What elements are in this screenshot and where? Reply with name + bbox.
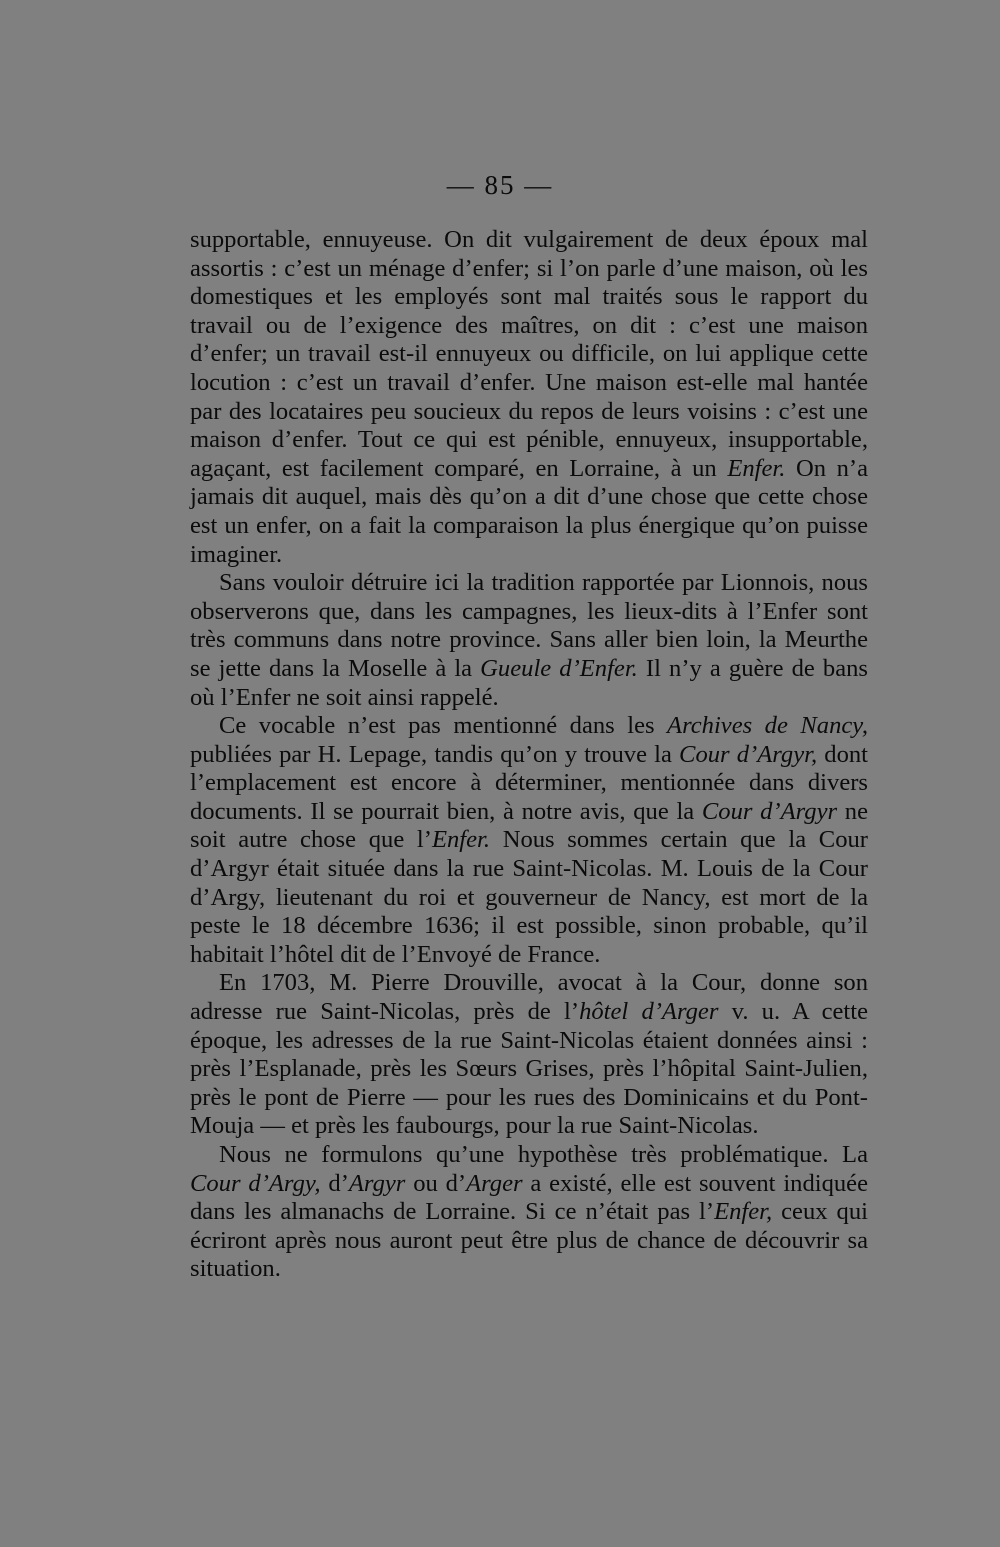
text-run: ne soit autre chose que l’	[190, 797, 868, 854]
text-run: Nous ne formulons qu’une hypothèse très problématique. La	[219, 1141, 868, 1168]
paragraph	[190, 569, 868, 712]
text-run: Sans vouloir détruire ici la tradition rapportée par Lionnois, nous observerons que, dans les campagnes, les lieux-dits à l’Enfer sont très communs dans notre province. Sans aller bien loin, la Meurthe se jette dans la Moselle à la	[190, 569, 868, 682]
text-run: Nous sommes certain que la Cour d’Argyr était située dans la rue Saint-Nicolas. M. Louis de la Cour d’Argy, lieutenant du roi et gouverneur de Nancy, est mort de la peste le 18 décembre 1636; il est possible, sinon probable, qu’il habitait l’hôtel dit de l’Envoyé de France.	[190, 826, 868, 968]
italic-run: hôtel d’Arger	[579, 998, 719, 1026]
text-run: ceux qui écriront après nous auront peut être plus de chance de découvrir sa situation.	[190, 1198, 868, 1283]
italic-run: Enfer,	[714, 1198, 773, 1226]
paragraph	[190, 969, 868, 1141]
page-number: — 85 —	[446, 170, 554, 200]
italic-run: Gueule d’Enfer.	[480, 654, 638, 682]
paragraph	[190, 1141, 868, 1284]
italic-run: Arger	[466, 1169, 523, 1197]
text-run: v. u. A cette époque, les adresses de la rue Saint-Nicolas étaient données ainsi : près l’Esplanade, près les Sœurs Grises, près l’hôpital Saint-Julien, près le pont de Pierre — pour les rues des Dominicains et du Pont-Mouja — et près les faubourgs, pour la rue Saint-Nicolas.	[190, 998, 868, 1140]
text-run: dont l’emplacement est encore à déterminer, mentionnée dans divers documents. Il se pourrait bien, à notre avis, que la	[190, 740, 869, 825]
paragraph	[190, 712, 868, 969]
italic-run: Cour d’Argyr,	[679, 740, 818, 768]
text-run: supportable, ennuyeuse. On dit vulgairement de deux époux mal assortis : c’est un ménage d’enfer; si l’on parle d’une maison, où les domestiques et les employés sont mal traités sous le rapport du travail ou de l’exigence des maîtres, on dit : c’est une maison d’enfer; un travail est-il ennuyeux ou difficile, on lui applique cette locution : c’est un travail d’enfer. Une maison est-elle mal hantée par des locataires peu soucieux du repos de leurs voisins : c’est une maison d’enfer. Tout ce qui est pénible, ennuyeux, insupportable, agaçant, est facilement comparé, en Lorraine, à un	[190, 226, 868, 482]
paragraph	[190, 226, 868, 569]
text-run: a existé, elle est souvent indiquée dans les almanachs de Lorraine. Si ce n’était pas l’	[190, 1169, 869, 1226]
text-run: En 1703, M. Pierre Drouville, avocat à la Cour, donne son adresse rue Saint-Nicolas, près de l’	[190, 969, 868, 1026]
text-run: ou d’	[405, 1169, 467, 1197]
text-run: On n’a jamais dit auquel, mais dès qu’on a dit d’une chose que cette chose est un enfer, on a fait la comparaison la plus énergique qu’on puisse imaginer.	[190, 454, 868, 568]
text-run: Il n’y a guère de bans où l’Enfer ne soit ainsi rappelé.	[190, 654, 868, 711]
italic-run: Enfer.	[431, 826, 491, 854]
text-run: Ce vocable n’est pas mentionné dans les	[219, 712, 668, 740]
italic-run: Argyr	[348, 1169, 406, 1197]
italic-run: Archives de Nancy,	[667, 712, 868, 740]
text-run: d’	[320, 1169, 349, 1197]
italic-run: Cour d’Argy,	[190, 1169, 321, 1197]
italic-run: Enfer.	[727, 454, 786, 482]
text-run: publiées par H. Lepage, tandis qu’on y trouve la	[190, 740, 680, 768]
body-text	[190, 226, 868, 1284]
italic-run: Cour d’Argyr	[701, 797, 838, 825]
